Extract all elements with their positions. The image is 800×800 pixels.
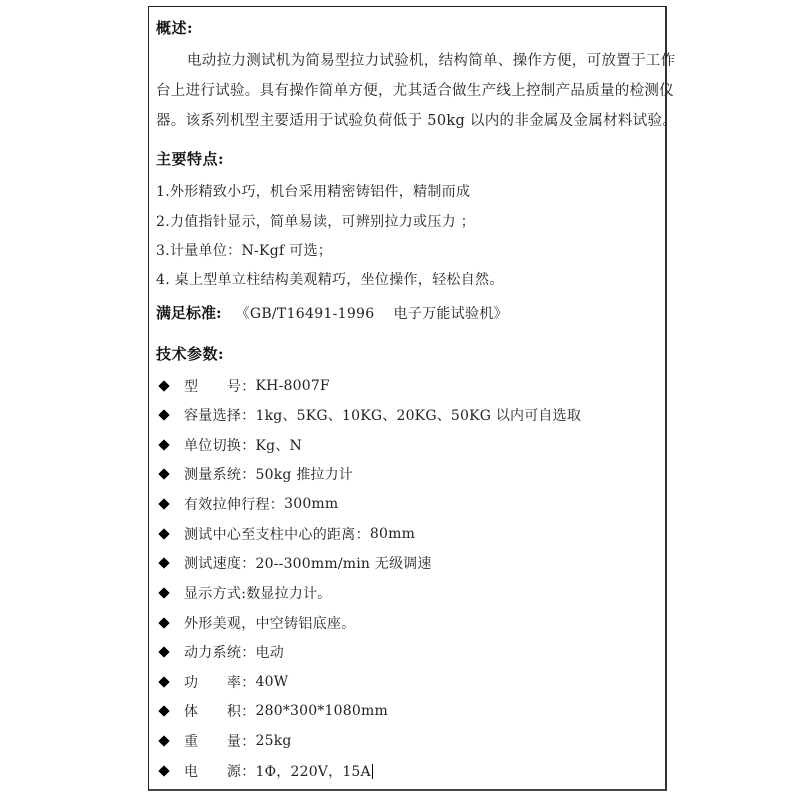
overview-paragraph <box>156 46 678 136</box>
feature-item: 4. 桌上型单立柱结构美观精巧，坐位操作，轻松自然。 <box>156 272 504 288</box>
spec-label: 测试速度： <box>184 556 256 572</box>
standard-value: 《GB/T16491-1996 电子万能试验机》 <box>235 306 508 322</box>
diamond-bullet-icon <box>158 439 169 450</box>
overview-line-1: 电动拉力测试机为简易型拉力试验机，结构简单、操作方便，可放置于工作 <box>187 53 676 69</box>
feature-item: 3.计量单位：N-Kgf 可选； <box>156 243 333 259</box>
spec-value: 280*300*1080mm <box>255 703 388 719</box>
spec-item-unit <box>156 434 302 456</box>
spec-item-appearance <box>156 612 356 634</box>
spec-value: 50kg 推拉力计 <box>255 467 354 483</box>
spec-value: 数显拉力计。 <box>246 586 332 602</box>
standard-row <box>156 302 508 323</box>
spec-value: 20--300mm/min 无级调速 <box>255 556 432 572</box>
diamond-bullet-icon <box>158 735 169 746</box>
spec-value: 1kg、5KG、10KG、20KG、50KG 以内可自选取 <box>255 408 582 424</box>
spec-item-speed <box>156 552 432 574</box>
diamond-bullet-icon <box>158 646 169 657</box>
spec-label: 重 量： <box>184 734 256 750</box>
diamond-bullet-icon <box>158 765 169 776</box>
spec-label: 单位切换： <box>184 438 256 454</box>
feature-item: 1.外形精致小巧，机台采用精密铸铝件，精制而成 <box>156 184 471 200</box>
spec-item-distance <box>156 523 415 545</box>
spec-item-power-supply <box>156 760 373 782</box>
document-page <box>148 6 678 791</box>
spec-value: 40W <box>255 674 289 690</box>
spec-label: 测量系统： <box>184 467 256 483</box>
spec-value: 1Φ，220V，15A <box>255 764 371 780</box>
overview-line-3: 器。该系列机型主要适用于试验负荷低于 50kg 以内的非金属及金属材料试验。 <box>156 113 678 129</box>
spec-value: Kg、N <box>255 438 302 454</box>
feature-item: 2.力值指针显示，简单易读，可辨别拉力或压力 ； <box>156 214 476 230</box>
spec-label: 有效拉伸行程： <box>184 497 285 513</box>
specs-heading: 技术参数: <box>156 345 225 363</box>
diamond-bullet-icon <box>158 617 169 628</box>
overview-heading: 概述: <box>156 19 194 37</box>
diamond-bullet-icon <box>158 557 169 568</box>
spec-item-power <box>156 671 288 693</box>
spec-label: 显示方式: <box>184 586 247 602</box>
diamond-bullet-icon <box>158 498 169 509</box>
spec-item-capacity <box>156 404 581 426</box>
spec-item-display <box>156 582 331 604</box>
features-heading: 主要特点: <box>156 150 225 168</box>
diamond-bullet-icon <box>158 409 169 420</box>
spec-value: 300mm <box>284 496 339 512</box>
spec-label: 测试中心至支柱中心的距离： <box>184 527 370 543</box>
spec-item-power-system <box>156 641 284 663</box>
overview-line-2: 台上进行试验。具有操作简单方便，尤其适合做生产线上控制产品质量的检测仪 <box>156 83 674 99</box>
spec-item-weight <box>156 730 292 752</box>
spec-label: 电 源： <box>184 764 256 780</box>
spec-value: KH-8007F <box>255 378 330 394</box>
spec-item-volume <box>156 700 388 722</box>
spec-label: 功 率： <box>184 675 256 691</box>
spec-label: 体 积： <box>184 704 256 720</box>
diamond-bullet-icon <box>158 676 169 687</box>
diamond-bullet-icon <box>158 528 169 539</box>
diamond-bullet-icon <box>158 468 169 479</box>
spec-label: 动力系统： <box>184 645 256 661</box>
spec-label: 型 号： <box>184 379 256 395</box>
diamond-bullet-icon <box>158 380 169 391</box>
spec-value: 电动 <box>255 645 284 661</box>
diamond-bullet-icon <box>158 587 169 598</box>
diamond-bullet-icon <box>158 705 169 716</box>
text-cursor <box>372 764 373 779</box>
spec-item-measuring <box>156 463 353 485</box>
spec-value: 80mm <box>369 526 416 542</box>
spec-item-stroke <box>156 493 338 515</box>
spec-label: 容量选择： <box>184 408 256 424</box>
spec-item-model <box>156 375 330 397</box>
spec-value: 25kg <box>255 733 292 749</box>
standard-label: 满足标准: <box>156 304 222 322</box>
spec-label: 外形美观，中空铸铝底座。 <box>184 616 356 632</box>
